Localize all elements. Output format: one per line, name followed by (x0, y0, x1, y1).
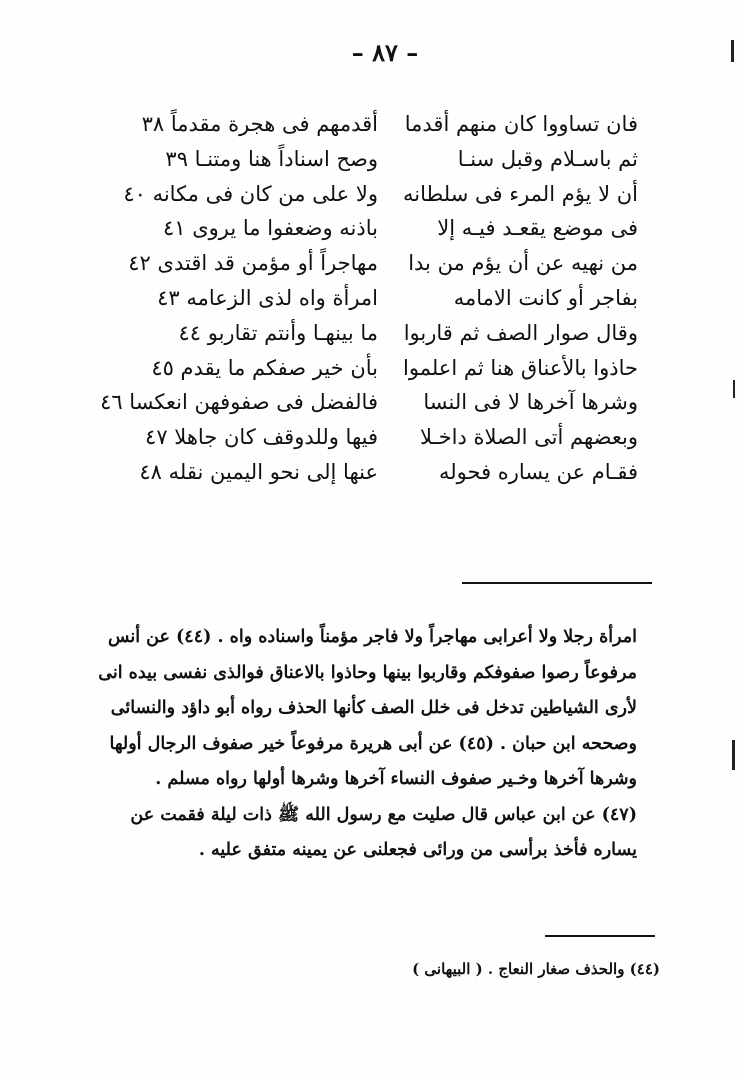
prose-line: مرفوعاً رصوا صفوفكم وقاربوا بينها وحاذوا بالاعناق فوالذى نفسى بيده انى (98, 662, 637, 683)
prose-line: (٤٧) عن ابن عباس قال صليت مع رسول الله ﷺ ذات ليلة فقمت عن (130, 804, 637, 825)
prose-line: يساره فأخذ برأسى من ورائى فجعلنى عن يمينه متفق عليه . (198, 840, 637, 860)
poem-hemistich-first: وقال صوار الصف ثم قاربوا (403, 320, 638, 345)
poem-hemistich-first: بفاجر أو كانت الامامه (453, 286, 638, 310)
scan-mark (733, 380, 735, 398)
poem-hemistich-second: عنها إلى نحو اليمين نقله ٤٨ (139, 460, 378, 484)
prose-line: وشرها آخرها وخـير صفوف النساء آخرها وشرها أولها رواه مسلم . (155, 769, 637, 789)
page-number: – ٨٧ – (351, 38, 419, 67)
prose-line: وصححه ابن حبان . (٤٥) عن أبى هريرة مرفوعاً خير صفوف الرجال أولها (109, 733, 637, 754)
poem-hemistich-second: ما بينهـا وأنتم تقاربو ٤٤ (178, 320, 378, 345)
poem-hemistich-first: ثم باسـلام وقبل سنـا (457, 146, 638, 171)
poem-hemistich-second: امرأة واه لذى الزعامه ٤٣ (157, 286, 378, 310)
footnote: (٤٤) والحذف صغار النعاج . ( البيهانى ) (412, 960, 660, 978)
prose-line: امرأة رجلا ولا أعرابى مهاجراً ولا فاجر مؤمناً واسناده واه . (٤٤) عن أنس (108, 627, 637, 647)
poem-hemistich-first: فى موضع يقعـد فيـه إلا (437, 216, 638, 241)
poem-hemistich-second: فالفضل فى صفوفهن انعكسا ٤٦ (100, 390, 378, 415)
poem-hemistich-first: وشرها آخرها لا فى النسا (423, 390, 638, 415)
poem-hemistich-second: أقدمهم فى هجرة مقدماً ٣٨ (141, 112, 378, 136)
poem-hemistich-second: مهاجراً أو مؤمن قد اقتدى ٤٢ (128, 251, 378, 276)
poem-hemistich-first: وبعضهم أتى الصلاة داخـلا (419, 425, 638, 450)
poem-hemistich-first: فان تساووا كان منهم أقدما (404, 112, 638, 136)
separator-rule (462, 582, 652, 584)
poem-hemistich-second: وصح اسناداً هنا ومتنـا ٣٩ (165, 146, 378, 171)
poem-hemistich-first: من نهيه عن أن يؤم من بدا (408, 251, 638, 276)
poem-hemistich-first: حاذوا بالأعناق هنا ثم اعلموا (403, 355, 638, 380)
footnote-rule (545, 935, 655, 937)
poem-hemistich-second: فيها وللدوقف كان جاهلا ٤٧ (145, 425, 378, 450)
poem-hemistich-first: فقـام عن يساره فحوله (439, 460, 638, 484)
prose-line: لأرى الشياطين تدخل فى خلل الصف كأنها الحذف رواه أبو داؤد والنسائى (110, 698, 637, 718)
poem-hemistich-second: ولا على من كان فى مكانه ٤٠ (123, 181, 378, 206)
poem-hemistich-second: بأن خير صفكم ما يقدم ٤٥ (151, 355, 378, 380)
poem-hemistich-first: أن لا يؤم المرء فى سلطانه (403, 181, 638, 206)
scan-mark (731, 40, 734, 62)
prose-commentary (98, 620, 637, 869)
scan-mark (732, 740, 735, 770)
poem-hemistich-second: باذنه وضعفوا ما يروى ٤١ (162, 216, 378, 241)
